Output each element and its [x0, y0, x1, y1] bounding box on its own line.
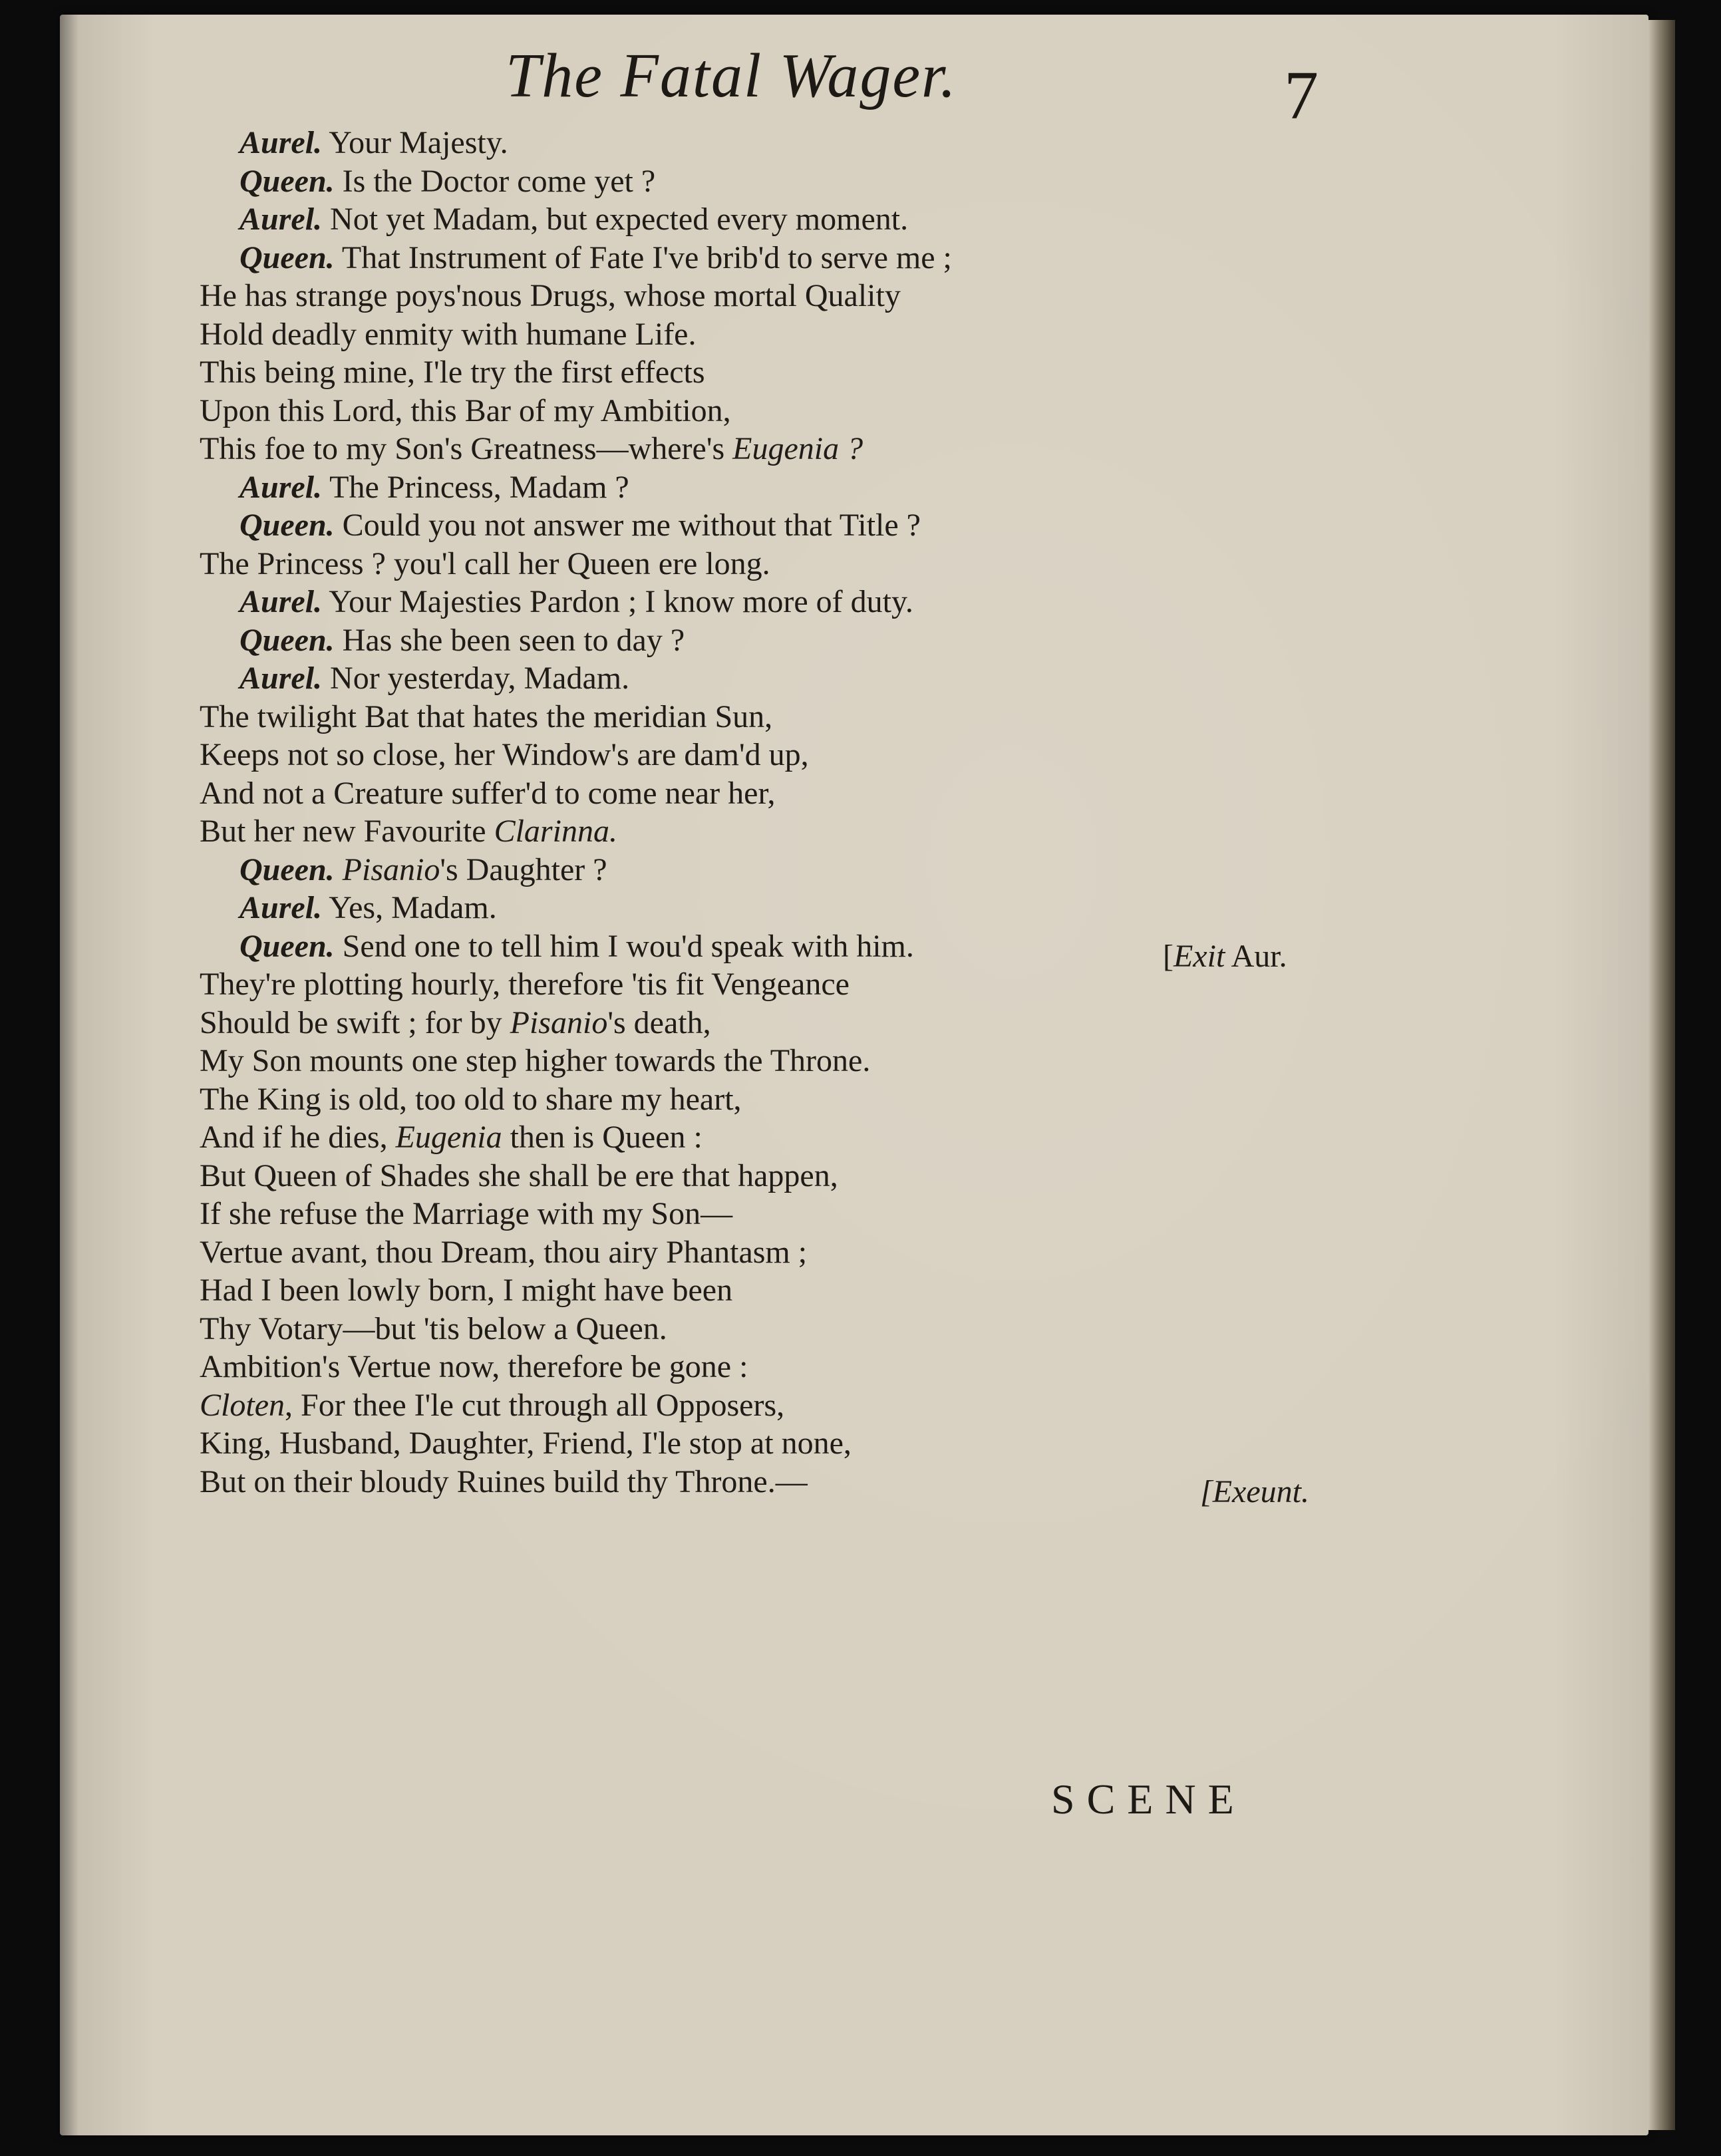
line-text: Not yet Madam, but expected every moment.: [330, 202, 909, 237]
dialogue-line: [200, 621, 1397, 660]
italic-name: Eugenia ?: [732, 431, 863, 466]
catchword: SCENE: [1051, 1775, 1246, 1823]
verse-line: [200, 1118, 1397, 1157]
speaker-name: Aurel.: [239, 890, 323, 925]
page-edge: [1648, 20, 1675, 2130]
verse-line: [200, 736, 1397, 774]
verse-line: [200, 1386, 1397, 1425]
stage-direction-italic: Exit: [1173, 939, 1225, 974]
line-text: 's Daughter ?: [440, 851, 607, 887]
line-text: King, Husband, Daughter, Friend, I'le stop at none,: [200, 1426, 852, 1461]
running-title: The Fatal Wager.: [506, 41, 957, 110]
speaker-name: Aurel.: [239, 202, 323, 237]
verse-line: [200, 1157, 1397, 1195]
verse-line: [200, 1042, 1397, 1080]
line-text: Your Majesty.: [329, 125, 508, 160]
speaker-name: Queen.: [239, 163, 335, 199]
speaker-name: Aurel.: [239, 661, 323, 696]
page-number: 7: [1284, 57, 1319, 134]
stage-direction-text: Exeunt.: [1212, 1474, 1309, 1509]
line-text: They're plotting hourly, therefore 'tis fit Vengeance: [200, 967, 850, 1002]
verse-line: [200, 812, 1397, 851]
speaker-name: Aurel.: [239, 469, 323, 505]
dialogue-line: [200, 468, 1397, 507]
line-text: Keeps not so close, her Window's are dam'd up,: [200, 737, 809, 772]
line-text: That Instrument of Fate I've brib'd to serve me ;: [341, 239, 952, 275]
verse-line: [200, 1348, 1397, 1386]
verse-line: [200, 1424, 1397, 1463]
line-text: Your Majesties Pardon ; I know more of duty.: [329, 584, 913, 619]
stage-direction-text: Aur.: [1225, 939, 1287, 974]
verse-line: [200, 774, 1397, 813]
page-gutter-shadow: [60, 15, 78, 2135]
italic-name: Pisanio: [342, 851, 440, 887]
line-text: The King is old, too old to share my heart,: [200, 1081, 742, 1117]
speaker-name: Queen.: [239, 851, 335, 887]
speaker-name: Aurel.: [239, 125, 323, 160]
verse-line: [200, 698, 1397, 736]
line-text: My Son mounts one step higher towards the Throne.: [200, 1043, 871, 1078]
line-text: Yes, Madam.: [329, 890, 497, 925]
line-text: The Princess, Madam ?: [329, 469, 629, 505]
line-text: Thy Votary—but 'tis below a Queen.: [200, 1310, 667, 1346]
verse-line: [200, 392, 1397, 430]
dialogue-line: [200, 889, 1397, 927]
line-text-after: 's death,: [607, 1004, 711, 1040]
italic-name: Clarinna.: [494, 814, 617, 849]
line-text: Should be swift ; for by: [200, 1004, 510, 1040]
dialogue-line: [200, 506, 1397, 545]
line-text: Nor yesterday, Madam.: [330, 661, 630, 696]
dialogue-line: [200, 124, 1397, 162]
line-text: And if he dies,: [200, 1120, 396, 1155]
line-text: This being mine, I'le try the first effects: [200, 355, 705, 390]
dialogue-line: [200, 659, 1397, 698]
line-text: This foe to my Son's Greatness—where's: [200, 431, 733, 466]
line-text: The Princess ? you'l call her Queen ere long.: [200, 545, 770, 581]
speaker-name: Queen.: [239, 928, 335, 964]
verse-line: [200, 1310, 1397, 1348]
line-text: But on their bloudy Ruines build thy Throne.—: [200, 1463, 808, 1499]
italic-name: Pisanio: [510, 1004, 608, 1040]
play-text: [200, 124, 1397, 1501]
line-text: But her new Favourite: [200, 814, 494, 849]
line-text: Has she been seen to day ?: [342, 622, 685, 658]
line-text: Upon this Lord, this Bar of my Ambition,: [200, 392, 731, 428]
verse-line: [200, 1233, 1397, 1272]
line-text-after: then is Queen :: [502, 1120, 703, 1155]
verse-line: [200, 315, 1397, 354]
verse-line: [200, 1080, 1397, 1119]
verse-line: [200, 430, 1397, 468]
line-text: , For thee I'le cut through all Opposers,: [285, 1387, 785, 1423]
verse-line: [200, 1195, 1397, 1233]
line-text: Is the Doctor come yet ?: [342, 163, 656, 199]
line-text: Send one to tell him I wou'd speak with him.: [342, 928, 914, 964]
line-text: And not a Creature suffer'd to come near her,: [200, 775, 776, 811]
line-text: If she refuse the Marriage with my Son—: [200, 1196, 733, 1231]
line-text: Hold deadly enmity with humane Life.: [200, 316, 697, 352]
dialogue-line: [200, 239, 1397, 277]
speaker-name: Aurel.: [239, 584, 323, 619]
italic-name: Cloten: [200, 1387, 285, 1423]
stage-direction-exit: [Exit Aur.: [1163, 939, 1287, 974]
dialogue-line: [200, 200, 1397, 239]
dialogue-line: [200, 162, 1397, 201]
speaker-name: Queen.: [239, 508, 335, 543]
line-text: But Queen of Shades she shall be ere that happen,: [200, 1157, 838, 1193]
line-text: Had I been lowly born, I might have been: [200, 1273, 733, 1308]
dialogue-line: [200, 583, 1397, 621]
line-text: He has strange poys'nous Drugs, whose mortal Quality: [200, 278, 901, 313]
line-text: Vertue avant, thou Dream, thou airy Phantasm ;: [200, 1234, 808, 1270]
stage-direction-exeunt: [Exeunt.: [1200, 1474, 1309, 1509]
italic-name: Eugenia: [395, 1120, 502, 1155]
speaker-name: Queen.: [239, 622, 335, 658]
verse-line: [200, 277, 1397, 315]
verse-line: [200, 353, 1397, 392]
verse-line: [200, 1004, 1397, 1042]
verse-line: [200, 545, 1397, 583]
dialogue-line: [200, 851, 1397, 889]
line-text: The twilight Bat that hates the meridian Sun,: [200, 698, 773, 734]
line-text: Could you not answer me without that Title ?: [342, 508, 921, 543]
verse-line: [200, 1271, 1397, 1310]
line-text: Ambition's Vertue now, therefore be gone :: [200, 1349, 748, 1384]
speaker-name: Queen.: [239, 239, 335, 275]
